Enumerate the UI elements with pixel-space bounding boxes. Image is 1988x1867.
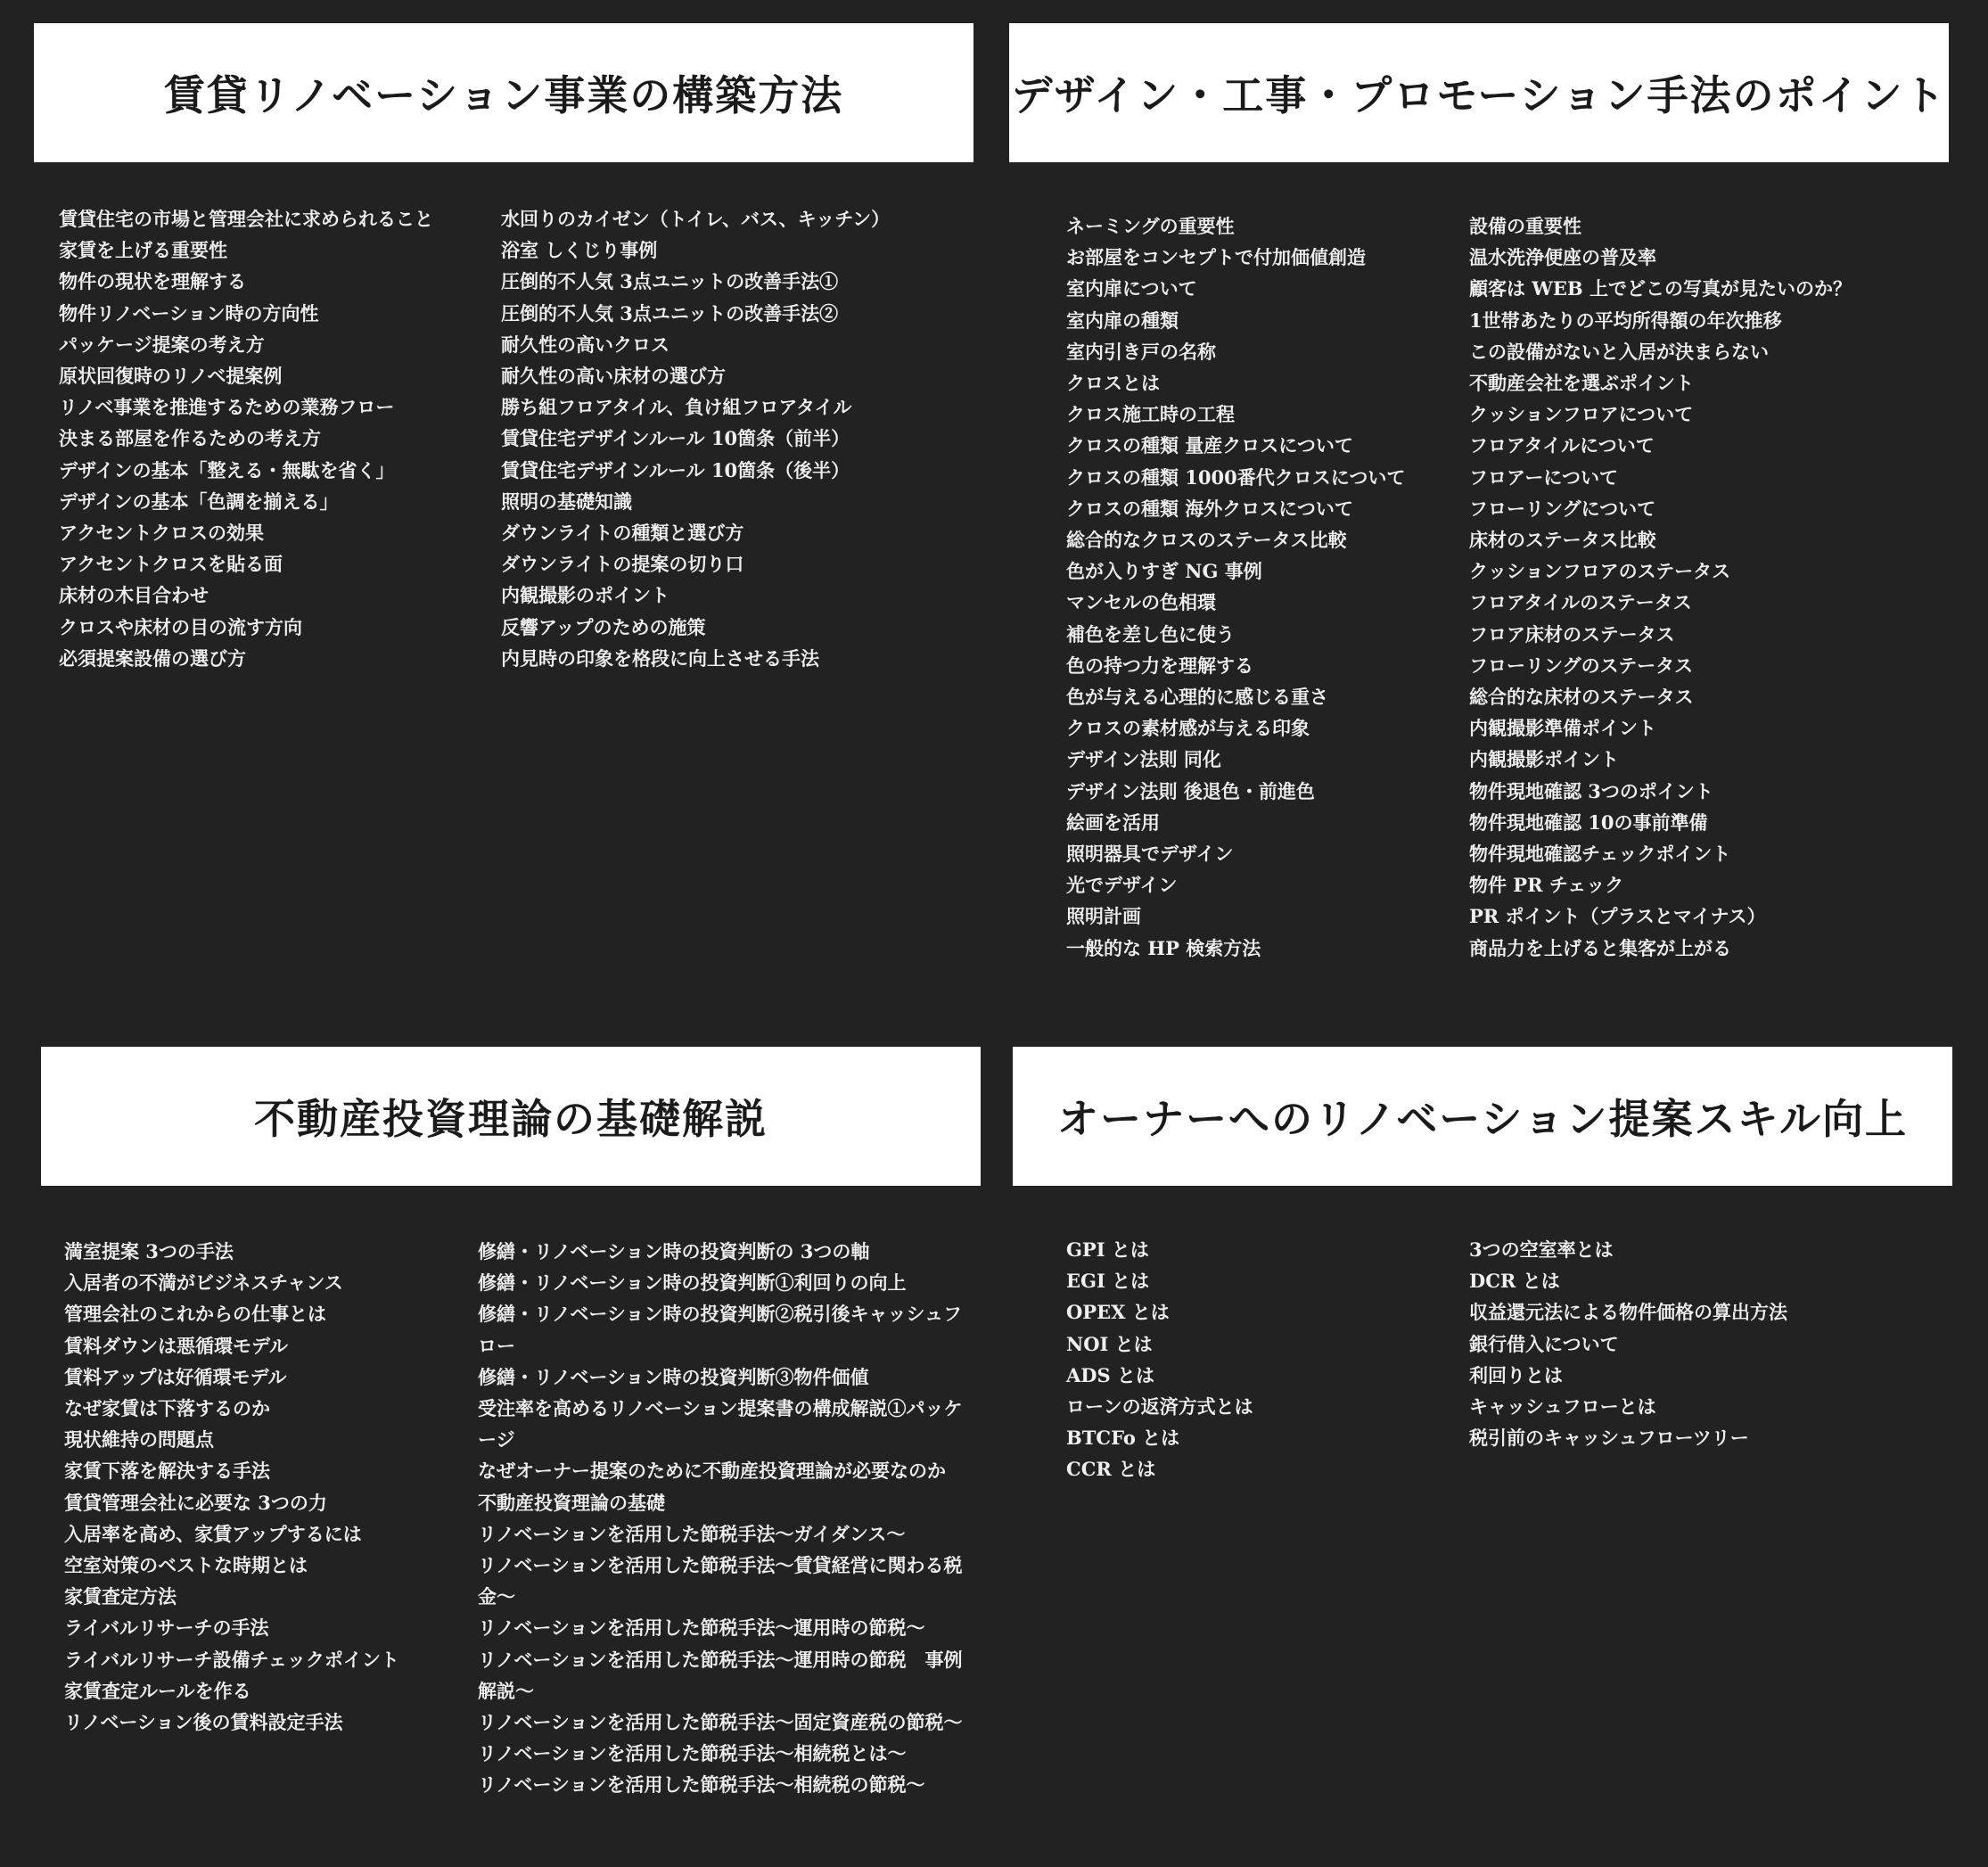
list-item: 満室提案 3つの手法 bbox=[64, 1240, 234, 1262]
list-item: フローリングについて bbox=[1469, 497, 1656, 520]
list-item: 物件現地確認チェックポイント bbox=[1469, 843, 1731, 866]
section-title-banner: 賃貸リノベーション事業の構築方法 bbox=[34, 23, 973, 162]
list-item: 絵画を活用 bbox=[1066, 810, 1160, 834]
list-item: 家賃下落を解決する手法 bbox=[64, 1460, 270, 1483]
list-item: キャッシュフローとは bbox=[1469, 1395, 1656, 1419]
list-item: パッケージ提案の考え方 bbox=[59, 333, 265, 356]
list-item: 修繕・リノベーション時の投資判断③物件価値 bbox=[478, 1365, 869, 1388]
list-item: 補色を差し色に使う bbox=[1066, 622, 1235, 646]
list-item: 物件現地確認 10の事前準備 bbox=[1469, 810, 1708, 834]
list-item: 一般的な HP 検索方法 bbox=[1066, 936, 1261, 959]
section-design-construction-promotion bbox=[1009, 23, 1949, 162]
list-item: リノベーションを活用した節税手法～運用時の節税 事例解説～ bbox=[478, 1648, 963, 1702]
list-item: 入居者の不満がビジネスチャンス bbox=[64, 1271, 343, 1295]
list-item: クロス施工時の工程 bbox=[1066, 403, 1235, 426]
list-item: 管理会社のこれからの仕事とは bbox=[64, 1303, 326, 1326]
list-item: 原状回復時のリノベ提案例 bbox=[59, 365, 283, 388]
list-item: 修繕・リノベーション時の投資判断①利回りの向上 bbox=[478, 1271, 907, 1295]
list-item: 現状維持の問題点 bbox=[64, 1428, 214, 1452]
list-item: お部屋をコンセプトで付加価値創造 bbox=[1066, 246, 1366, 269]
list-item: なぜ家賃は下落するのか bbox=[64, 1397, 270, 1420]
list-item: 勝ち組フロアタイル、負け組フロアタイル bbox=[501, 396, 852, 419]
list-item: ネーミングの重要性 bbox=[1066, 215, 1235, 237]
list-item: 色が与える心理的に感じる重さ bbox=[1066, 686, 1328, 709]
list-item: 照明計画 bbox=[1066, 905, 1141, 928]
list-item: なぜオーナー提案のために不動産投資理論が必要なのか bbox=[478, 1460, 946, 1483]
section-owner-proposal-skills bbox=[1013, 1047, 1952, 1186]
list-item: 総合的な床材のステータス bbox=[1469, 686, 1694, 709]
list-item: デザイン法則 同化 bbox=[1066, 748, 1221, 771]
list-item: クッションフロアのステータス bbox=[1469, 560, 1731, 583]
list-item: クロスの種類 量産クロスについて bbox=[1066, 434, 1353, 457]
list-item: クロスや床材の目の流す方向 bbox=[59, 615, 302, 638]
list-item: この設備がないと入居が決まらない bbox=[1469, 340, 1769, 363]
topic-list-left bbox=[1066, 1234, 1253, 1485]
topic-list-left bbox=[64, 1236, 399, 1738]
list-item: 照明器具でデザイン bbox=[1066, 843, 1234, 866]
section-title-banner: デザイン・工事・プロモーション手法のポイント bbox=[1009, 23, 1949, 162]
list-item: ADS とは bbox=[1066, 1363, 1154, 1386]
list-item: ローンの返済方式とは bbox=[1066, 1395, 1253, 1419]
list-item: リノベ事業を推進するための業務フロー bbox=[59, 396, 395, 419]
list-item: リノベーションを活用した節税手法～ガイダンス～ bbox=[478, 1522, 906, 1545]
list-item: 光でデザイン bbox=[1066, 874, 1178, 897]
topic-list-left bbox=[59, 203, 433, 674]
topic-list-left bbox=[1066, 210, 1405, 964]
list-item: 不動産投資理論の基礎 bbox=[478, 1491, 665, 1514]
list-item: デザイン法則 後退色・前進色 bbox=[1066, 779, 1315, 802]
list-item: ライバルリサーチ設備チェックポイント bbox=[64, 1648, 399, 1671]
list-item: GPI とは bbox=[1066, 1238, 1149, 1261]
list-item: ダウンライトの提案の切り口 bbox=[501, 553, 744, 576]
list-item: 内見時の印象を格段に向上させる手法 bbox=[501, 646, 819, 670]
list-item: 物件 PR チェック bbox=[1469, 874, 1624, 897]
list-item: 温水洗浄便座の普及率 bbox=[1469, 246, 1656, 269]
list-item: OPEX とは bbox=[1066, 1301, 1170, 1324]
list-item: 銀行借入について bbox=[1469, 1332, 1619, 1355]
list-item: BTCFo とは bbox=[1066, 1427, 1180, 1450]
list-item: 入居率を高め、家賃アップするには bbox=[64, 1522, 362, 1545]
list-item: 室内引き戸の名称 bbox=[1066, 340, 1216, 363]
list-item: 利回りとは bbox=[1469, 1363, 1563, 1386]
list-item: フロア床材のステータス bbox=[1469, 622, 1675, 646]
list-item: リノベーションを活用した節税手法～相続税とは～ bbox=[478, 1742, 907, 1765]
list-item: アクセントクロスを貼る面 bbox=[59, 553, 283, 576]
list-item: 内観撮影準備ポイント bbox=[1469, 717, 1656, 740]
list-item: 商品力を上げると集客が上がる bbox=[1469, 936, 1731, 959]
list-item: 決まる部屋を作るための考え方 bbox=[59, 427, 321, 450]
list-item: 収益還元法による物件価格の算出方法 bbox=[1469, 1301, 1787, 1324]
list-item: リノベーションを活用した節税手法～相続税の節税～ bbox=[478, 1773, 925, 1797]
list-item: 顧客は WEB 上でどこの写真が見たいのか？ bbox=[1469, 277, 1852, 300]
list-item: 空室対策のベストな時期とは bbox=[64, 1554, 308, 1577]
list-item: 物件リノベーション時の方向性 bbox=[59, 301, 319, 325]
list-item: クロスの種類 1000番代クロスについて bbox=[1066, 465, 1406, 489]
list-item: 設備の重要性 bbox=[1469, 215, 1581, 237]
list-item: NOI とは bbox=[1066, 1332, 1153, 1355]
list-item: リノベーション後の賃料設定手法 bbox=[64, 1711, 343, 1734]
list-item: DCR とは bbox=[1469, 1270, 1560, 1293]
list-item: 家賃査定方法 bbox=[64, 1585, 177, 1608]
topic-list-right bbox=[1469, 210, 1852, 964]
list-item: 耐久性の高い床材の選び方 bbox=[501, 365, 726, 388]
list-item: 水回りのカイゼン（トイレ、バス、キッチン） bbox=[501, 208, 891, 230]
list-item: フローリングのステータス bbox=[1469, 654, 1694, 677]
list-item: 耐久性の高いクロス bbox=[501, 333, 670, 356]
list-item: ライバルリサーチの手法 bbox=[64, 1616, 269, 1640]
list-item: クッションフロアについて bbox=[1469, 403, 1694, 426]
section-title-banner: 不動産投資理論の基礎解説 bbox=[41, 1047, 981, 1186]
list-item: 色が入りすぎ NG 事例 bbox=[1066, 560, 1262, 583]
list-item: CCR とは bbox=[1066, 1458, 1156, 1481]
list-item: 賃貸管理会社に必要な 3つの力 bbox=[64, 1491, 327, 1514]
topic-list-right bbox=[501, 203, 890, 674]
list-item: 賃料ダウンは悪循環モデル bbox=[64, 1334, 288, 1357]
list-item: 物件現地確認 3つのポイント bbox=[1469, 779, 1713, 802]
list-item: 修繕・リノベーション時の投資判断②税引後キャッシュフロー bbox=[478, 1303, 963, 1357]
topic-list-right bbox=[1469, 1234, 1787, 1453]
list-item: 税引前のキャッシュフローツリー bbox=[1469, 1427, 1749, 1450]
list-item: デザインの基本「整える・無駄を省く」 bbox=[59, 458, 395, 481]
list-item: ダウンライトの種類と選び方 bbox=[501, 522, 744, 545]
list-item: 受注率を高めるリノベーション提案書の構成解説①パッケージ bbox=[478, 1397, 963, 1452]
list-item: 不動産会社を選ぶポイント bbox=[1469, 372, 1694, 395]
list-item: マンセルの色相環 bbox=[1066, 591, 1216, 614]
list-item: フロアタイルについて bbox=[1469, 434, 1655, 457]
list-item: 賃料アップは好循環モデル bbox=[64, 1365, 287, 1388]
list-item: 色の持つ力を理解する bbox=[1066, 654, 1253, 677]
list-item: 3つの空室率とは bbox=[1469, 1238, 1614, 1261]
topic-list-right bbox=[478, 1236, 977, 1801]
list-item: 家賃を上げる重要性 bbox=[59, 239, 227, 262]
list-item: デザインの基本「色調を揃える」 bbox=[59, 489, 339, 513]
list-item: 圧倒的不人気 3点ユニットの改善手法① bbox=[501, 270, 839, 293]
section-renovation-business bbox=[34, 23, 973, 162]
list-item: 必須提案設備の選び方 bbox=[59, 646, 246, 670]
list-item: 物件の現状を理解する bbox=[59, 270, 246, 293]
list-item: フロアーについて bbox=[1469, 465, 1618, 489]
list-item: PR ポイント（プラスとマイナス） bbox=[1469, 905, 1766, 928]
list-item: 内観撮影ポイント bbox=[1469, 748, 1619, 771]
section-title-banner: オーナーへのリノベーション提案スキル向上 bbox=[1013, 1047, 1952, 1186]
list-item: 反響アップのための施策 bbox=[501, 615, 706, 638]
list-item: リノベーションを活用した節税手法～賃貸経営に関わる税金～ bbox=[478, 1554, 963, 1608]
list-item: 修繕・リノベーション時の投資判断の 3つの軸 bbox=[478, 1240, 870, 1262]
list-item: EGI とは bbox=[1066, 1270, 1150, 1293]
list-item: 床材のステータス比較 bbox=[1469, 529, 1656, 552]
list-item: 室内扉の種類 bbox=[1066, 308, 1179, 332]
list-item: 室内扉について bbox=[1066, 277, 1197, 300]
list-item: リノベーションを活用した節税手法～運用時の節税～ bbox=[478, 1616, 925, 1640]
list-item: 総合的なクロスのステータス比較 bbox=[1066, 529, 1347, 552]
list-item: アクセントクロスの効果 bbox=[59, 522, 264, 545]
section-real-estate-investment-theory bbox=[41, 1047, 981, 1186]
list-item: 照明の基礎知識 bbox=[501, 489, 632, 513]
list-item: クロスの素材感が与える印象 bbox=[1066, 717, 1310, 740]
list-item: 賃貸住宅デザインルール 10箇条（後半） bbox=[501, 458, 850, 481]
list-item: クロスとは bbox=[1066, 372, 1160, 395]
list-item: 圧倒的不人気 3点ユニットの改善手法② bbox=[501, 301, 839, 325]
list-item: 賃貸住宅の市場と管理会社に求められること bbox=[59, 208, 433, 230]
list-item: クロスの種類 海外クロスについて bbox=[1066, 497, 1353, 520]
list-item: 1世帯あたりの平均所得額の年次推移 bbox=[1469, 308, 1782, 332]
list-item: 内観撮影のポイント bbox=[501, 584, 670, 607]
list-item: フロアタイルのステータス bbox=[1469, 591, 1692, 614]
list-item: リノベーションを活用した節税手法～固定資産税の節税～ bbox=[478, 1711, 963, 1734]
list-item: 浴室 しくじり事例 bbox=[501, 239, 658, 262]
list-item: 床材の木目合わせ bbox=[59, 584, 209, 607]
list-item: 賃貸住宅デザインルール 10箇条（前半） bbox=[501, 427, 850, 450]
list-item: 家賃査定ルールを作る bbox=[64, 1679, 251, 1702]
